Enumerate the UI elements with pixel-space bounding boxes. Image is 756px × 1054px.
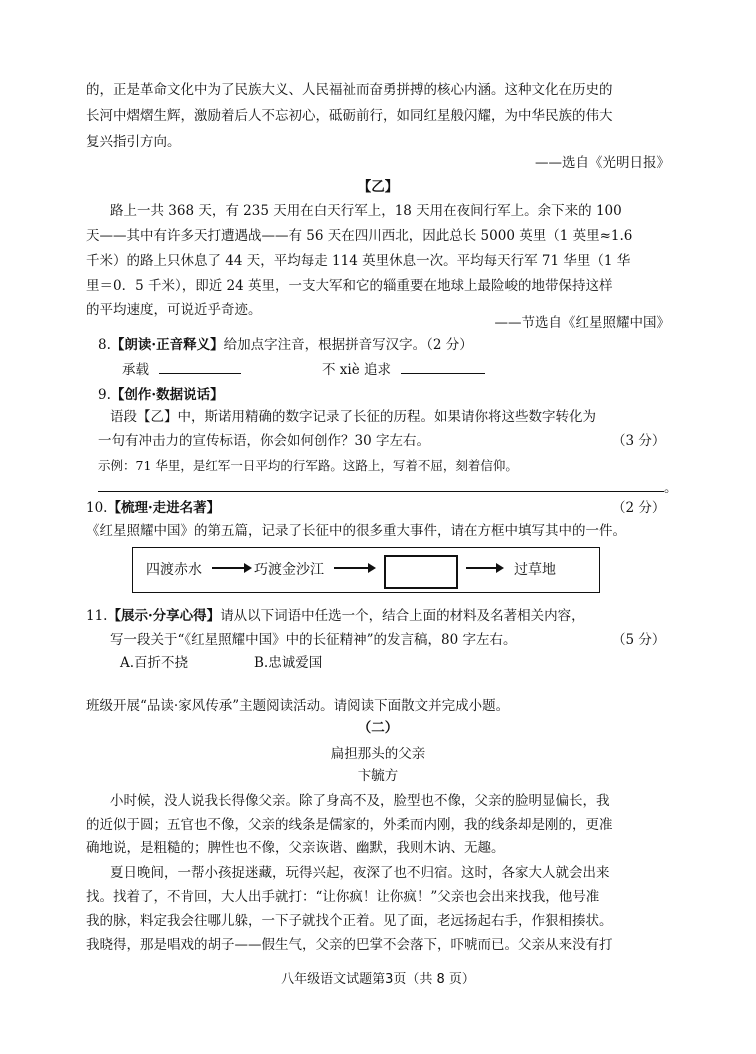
question-score: （2 分） [612,500,666,516]
page-footer: 八年级语文试题第3页（共 8 页） [281,972,475,987]
section-heading-yi: 【乙】 [357,179,399,195]
passage-line: 的平均速度，可说近乎奇迹。 [86,302,262,318]
question-10 [86,498,220,518]
question-text: 写一段关于“《红星照耀中国》中的长征精神”的发言稿，80 字左右。 [110,632,517,648]
question-text: 语段【乙】中，斯诺用精确的数字记录了长征的历程。如果请你将这些数字转化为 [110,409,596,425]
flow-item-2: 巧渡金沙江 [254,562,324,578]
arrow-icon [466,567,502,569]
essay-line: 的近似于圆；五官也不像，父亲的线条是儒家的，外柔而内刚，我的线条却是刚的，更准 [86,817,613,833]
arrow-icon [212,567,250,569]
example-text: 示例：71 华里，是红军一日平均的行军路。这路上，写着不屈，刻着信仰。 [98,458,518,473]
essay-line: 我晓得，那是唱戏的胡子——假生气，父亲的巴掌不会落下，吓唬而已。父亲从来没有打 [86,937,613,953]
passage-line: 的，正是革命文化中为了民族大义、人民福祉而奋勇拼搏的核心内涵。这种文化在历史的 [86,82,613,98]
question-text: 《红星照耀中国》的第五篇，记录了长征中的很多重大事件，请在方框中填写其中的一件。 [86,523,626,539]
question-score: （3 分） [612,433,666,449]
passage-line: 天——其中有许多天打遭遇战——有 56 天在四川西北，因此总长 5000 英里（1 英里≈1.6 [86,228,633,244]
essay-line: 小时候，没人说我长得像父亲。除了身高不及，脸型也不像，父亲的脸明显偏长，我 [110,793,610,809]
q8-item-label: 不 xiè 追求 [322,362,392,378]
passage-line: 路上一共 368 天，有 235 天用在白天行军上，18 天用在夜间行军上。余下来的 100 [110,203,622,219]
question-8 [98,335,473,355]
question-number: 9. [98,387,111,403]
question-tag: 【创作·数据说话】 [110,387,224,403]
question-tag: 【展示·分享心得】 [107,608,221,624]
q8-item-1 [122,359,241,380]
question-score: （5 分） [612,632,666,648]
q8-item-label: 承载 [122,362,149,378]
essay-line: 找。找着了，不肯回，大人出手就打：“让你疯！让你疯！”父亲也会出来找我，他号准 [86,889,600,905]
activity-instruction: 班级开展“品读·家风传承”主题阅读活动。请阅读下面散文并完成小题。 [86,698,510,714]
answer-end-mark: 。 [664,480,678,496]
q8-item-2 [322,359,485,380]
arrow-icon [334,567,374,569]
option-b: B.忠诚爱国 [254,655,323,671]
source-citation: ——选自《光明日报》 [535,155,670,171]
option-a: A.百折不挠 [120,655,189,671]
answer-line[interactable] [98,491,664,492]
essay-line: 夏日晚间，一帮小孩捉迷藏，玩得兴起，夜深了也不归宿。这时，各家大人就会出来 [110,865,610,881]
question-text: 一句有冲击力的宣传标语，你会如何创作？30 字左右。 [98,433,430,449]
question-9 [98,385,224,405]
passage-line: 长河中熠熠生辉，激励着后人不忘初心，砥砺前行，如同红星般闪耀，为中华民族的伟大 [86,108,613,124]
question-tag: 【朗读·正音释义】 [110,337,224,353]
passage-line: 千米）的路上只休息了 44 天，平均每走 114 英里休息一次。平均每天行军 71 华里（1 华 [86,253,631,269]
question-number: 10. [86,500,108,516]
answer-blank[interactable] [159,359,241,374]
essay-line: 我的脉，料定我会往哪儿躲，一下子就找个正着。见了面，老远扬起右手，作狠相揍状。 [86,913,613,929]
question-tag: 【梳理·走进名著】 [107,500,221,516]
essay-title: 扁担那头的父亲 [330,746,426,762]
essay-line: 确地说，是粗糙的；脾性也不像，父亲诙谐、幽默，我则木讷、无趣。 [86,840,505,856]
question-text: 给加点字注音，根据拼音写汉字。（2 分） [223,337,473,353]
answer-box[interactable] [384,555,458,589]
question-number: 8. [98,337,111,353]
essay-author: 卞毓方 [357,768,399,784]
section-heading: （二） [357,720,399,736]
question-number: 11. [86,608,108,624]
passage-line: 里＝0．5 千米），即近 24 英里，一支大军和它的辎重要在地球上最险峻的地带保持这样 [86,278,613,294]
flow-item-1: 四渡赤水 [146,562,202,578]
question-11 [86,606,585,626]
flow-item-3: 过草地 [514,562,556,578]
question-text: 请从以下词语中任选一个，结合上面的材料及名著相关内容， [220,608,585,624]
passage-line: 复兴指引方向。 [86,134,181,150]
source-citation: ——节选自《红星照耀中国》 [494,315,670,331]
answer-blank[interactable] [401,359,485,374]
